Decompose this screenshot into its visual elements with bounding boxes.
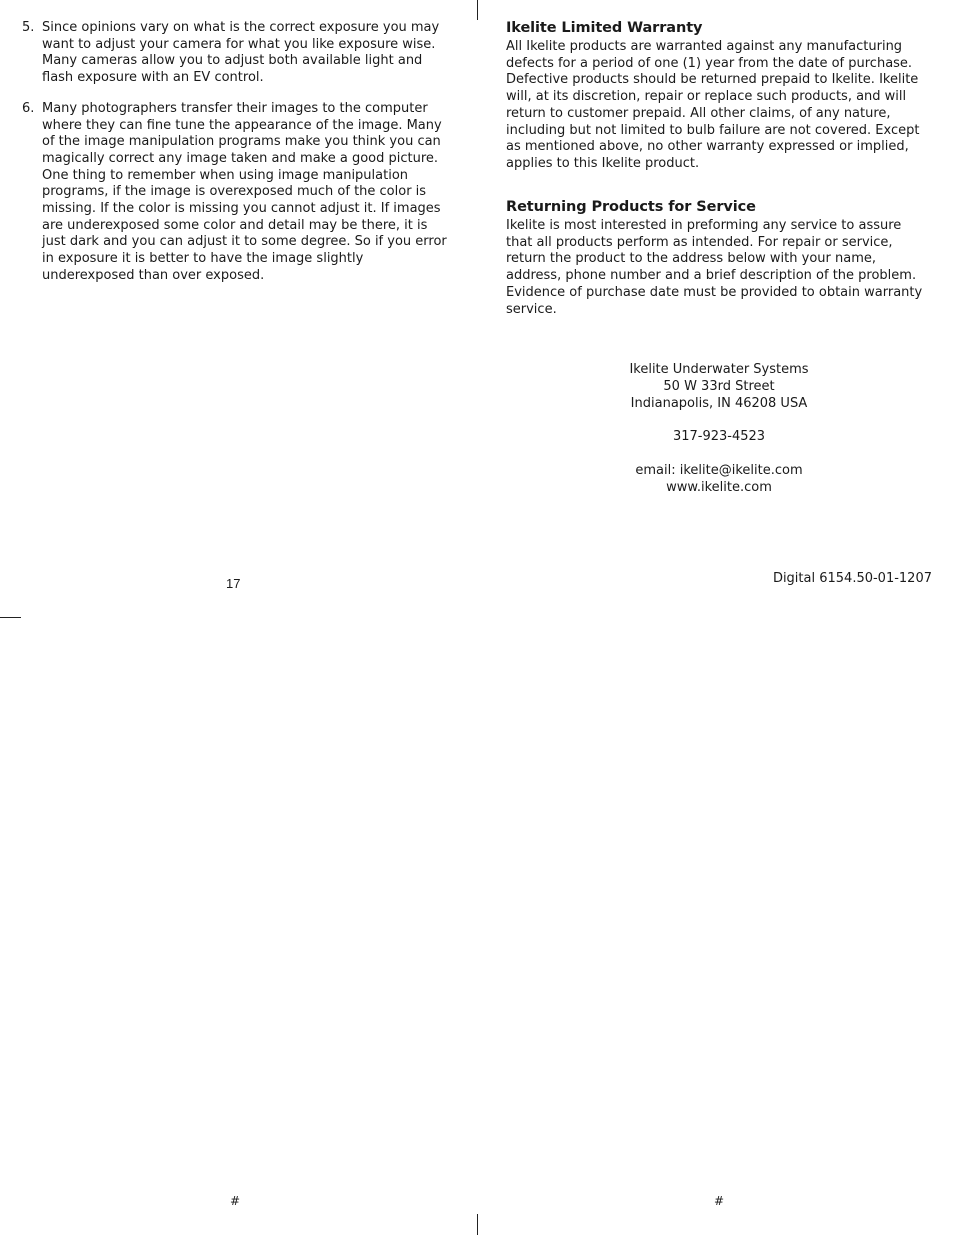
email-address: email: ikelite@ikelite.com xyxy=(635,462,803,478)
service-heading: Returning Products for Service xyxy=(506,199,756,215)
page-number: 17 xyxy=(226,576,241,591)
warranty-section xyxy=(506,20,931,173)
website-url: www.ikelite.com xyxy=(666,479,772,495)
city-state-zip: Indianapolis, IN 46208 USA xyxy=(630,395,808,411)
page-hash-left: # xyxy=(230,1194,241,1208)
exposure-tips-list xyxy=(22,20,452,299)
company-name: Ikelite Underwater Systems xyxy=(629,362,809,377)
list-item-number: 5. xyxy=(22,20,35,35)
list-item xyxy=(22,20,452,87)
phone-number: 317-923-4523 xyxy=(672,429,766,445)
list-item-text: Since opinions vary on what is the correct exposure you may want to adjust your camera for what you like exposure wise. Many cameras allow you to adjust both available light and flash exposure with an EV control. xyxy=(42,20,440,86)
street-address: 50 W 33rd Street xyxy=(663,378,775,394)
trim-mark-left xyxy=(0,617,21,618)
warranty-heading: Ikelite Limited Warranty xyxy=(506,20,703,36)
document-id: Digital 6154.50-01-1207 xyxy=(772,571,932,586)
list-item xyxy=(22,101,452,285)
list-item-text: Many photographers transfer their images to the computer where they can fine tune the appearance of the image. Many of the image manipulation programs make you think you can magically correct any image taken and make a good picture. One thing to remember when using image manipulation programs, if the image is overexposed much of the color is missing. If the color is missing you cannot adjust it. If images are underexposed some color and detail may be there, it is just dark and you can adjust it to some degree. So if you error in exposure it is better to have the image slightly underexposed than over exposed. xyxy=(42,100,447,283)
warranty-body: All Ikelite products are warranted against any manufacturing defects for a period of one (1) year from the date of purchase. Defective products should be returned prepaid to Ikelite. Ikelite will, at its discretion, repair or replace such products, and will return to customer prepaid. All other claims, of any nature, including but not limited to bulb failure are not covered. Except as mentioned above, no other warranty expressed or implied, applies to this Ikelite product. xyxy=(506,39,920,171)
trim-mark-top xyxy=(477,0,478,20)
service-body: Ikelite is most interested in preforming any service to assure that all products perform as intended. For repair or service, return the product to the address below with your name, address, phone number and a brief description of the problem. Evidence of purchase date must be provided to obtain warranty service. xyxy=(506,218,923,317)
page-hash-right: # xyxy=(714,1194,725,1208)
service-section xyxy=(506,199,931,318)
company-address xyxy=(600,362,838,496)
trim-mark-bottom xyxy=(477,1214,478,1235)
list-item-number: 6. xyxy=(22,100,35,116)
